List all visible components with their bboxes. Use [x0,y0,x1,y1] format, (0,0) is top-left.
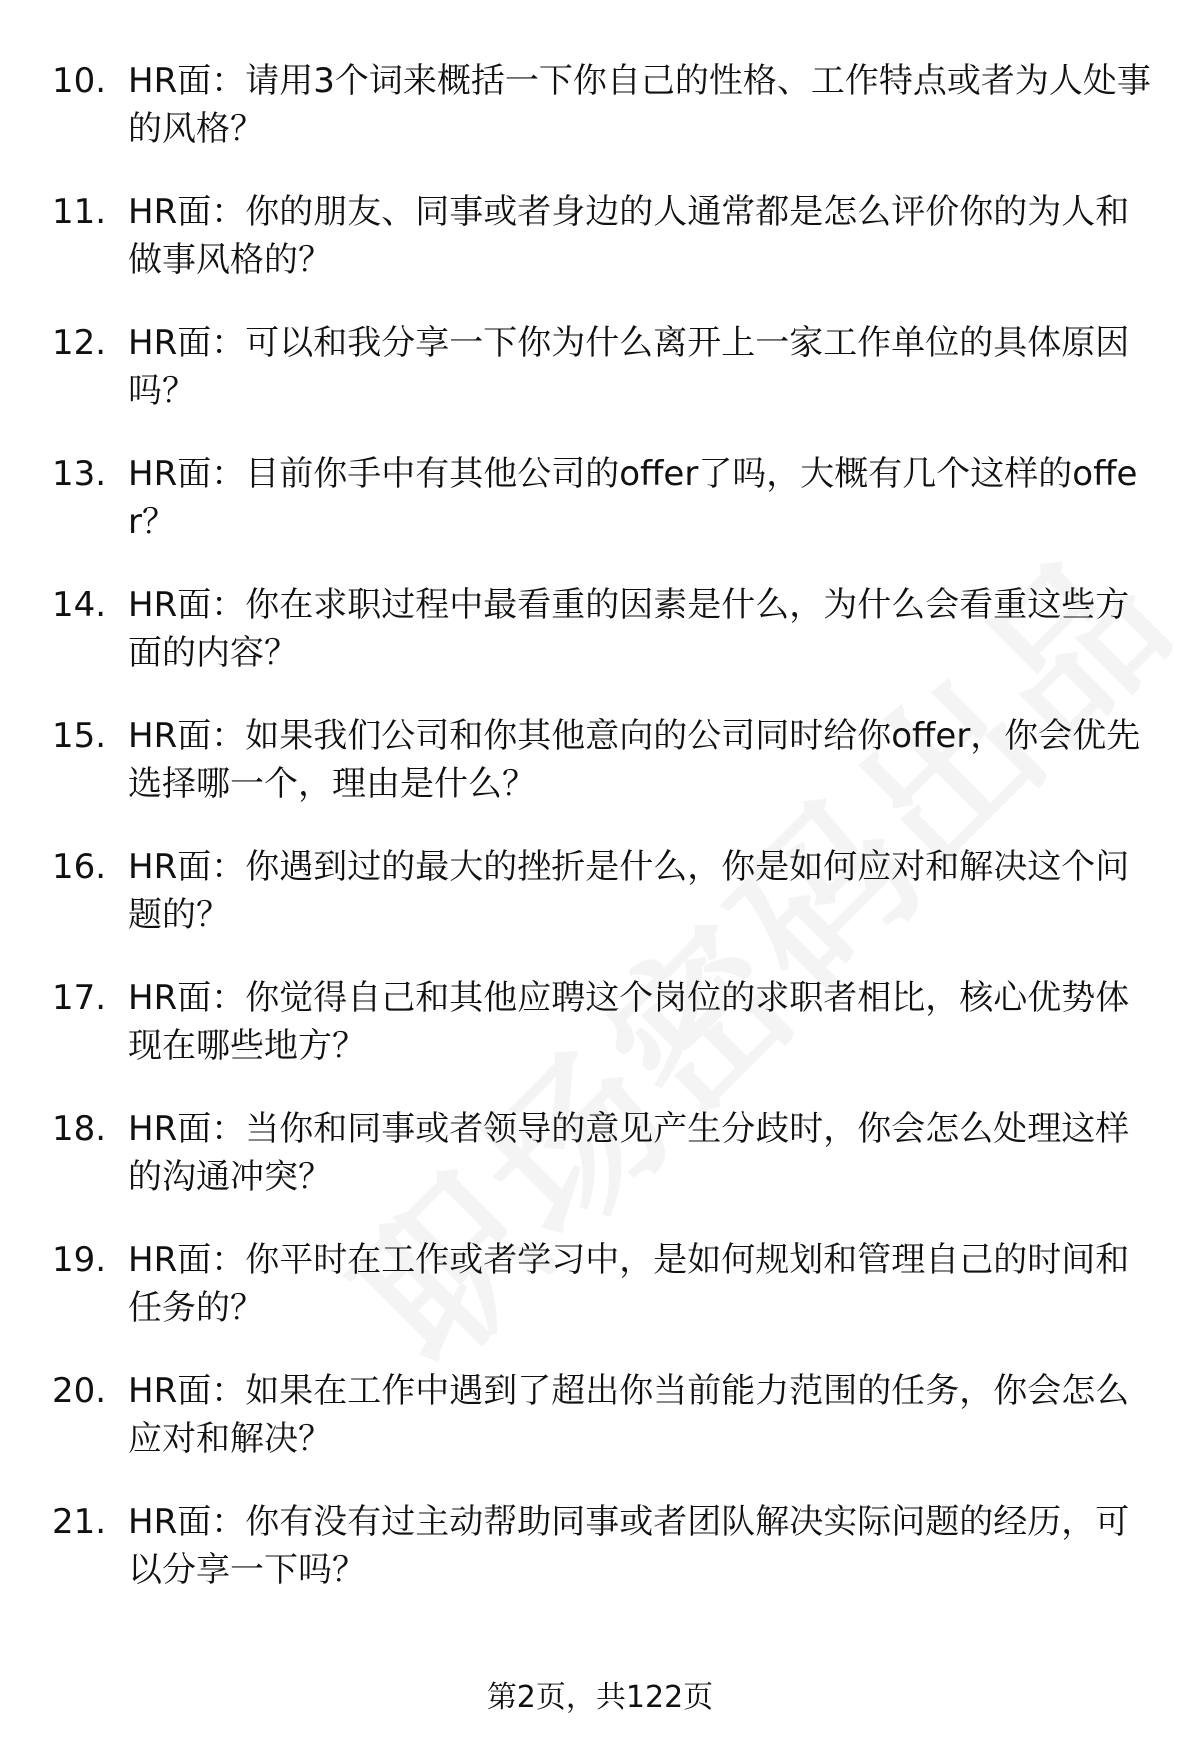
list-item [0,319,1200,450]
question-text: HR面：目前你手中有其他公司的offer了吗，大概有几个这样的offer？ [128,454,1138,542]
question-text: HR面：你在求职过程中最看重的因素是什么，为什么会看重这些方面的内容？ [128,585,1130,673]
question-text: HR面：如果我们公司和你其他意向的公司同时给你offer，你会优先选择哪一个，理由是什么？ [128,716,1141,804]
question-number: 15. [52,716,107,756]
question-number: 18. [52,1109,107,1149]
question-number: 12. [52,323,107,363]
list-item [0,1498,1200,1629]
question-text: HR面：当你和同事或者领导的意见产生分歧时，你会怎么处理这样的沟通冲突？ [128,1109,1130,1197]
question-number: 21. [52,1502,107,1542]
list-item [0,974,1200,1105]
question-number: 16. [52,847,107,887]
question-number: 11. [52,192,107,232]
question-text: HR面：你平时在工作或者学习中，是如何规划和管理自己的时间和任务的？ [128,1240,1130,1328]
list-item [0,188,1200,319]
list-item [0,1236,1200,1367]
question-text: HR面：可以和我分享一下你为什么离开上一家工作单位的具体原因吗？ [128,323,1130,411]
question-number: 10. [52,61,107,101]
question-number: 19. [52,1240,107,1280]
question-number: 13. [52,454,107,494]
question-text: HR面：你的朋友、同事或者身边的人通常都是怎么评价你的为人和做事风格的？ [128,192,1130,280]
list-item [0,1105,1200,1236]
list-item [0,57,1200,188]
page-footer [0,1678,1200,1718]
page-number-label: 第2页，共122页 [486,1680,714,1715]
list-item [0,712,1200,843]
question-number: 14. [52,585,107,625]
question-text: HR面：你觉得自己和其他应聘这个岗位的求职者相比，核心优势体现在哪些地方？ [128,978,1130,1066]
list-item [0,843,1200,974]
list-item [0,581,1200,712]
question-text: HR面：如果在工作中遇到了超出你当前能力范围的任务，你会怎么应对和解决？ [128,1371,1130,1459]
question-text: HR面：你有没有过主动帮助同事或者团队解决实际问题的经历，可以分享一下吗？ [128,1502,1130,1590]
question-number: 20. [52,1371,107,1411]
list-item [0,1367,1200,1498]
question-text: HR面：你遇到过的最大的挫折是什么，你是如何应对和解决这个问题的？ [128,847,1130,935]
question-text: HR面：请用3个词来概括一下你自己的性格、工作特点或者为人处事的风格？ [128,61,1151,149]
question-list [0,57,1200,1629]
question-number: 17. [52,978,107,1018]
list-item [0,450,1200,581]
